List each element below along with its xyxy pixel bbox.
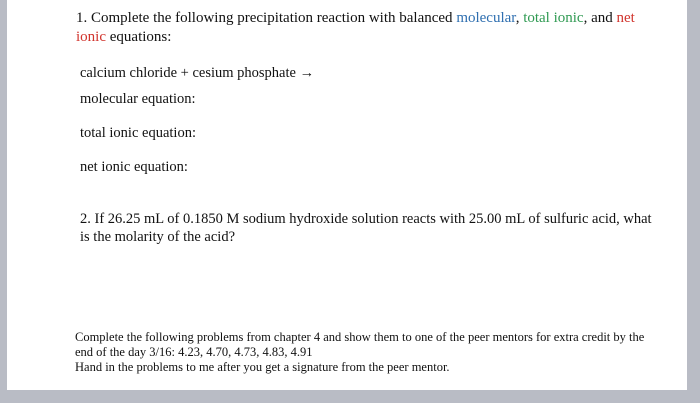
question-1-lead: 1. Complete the following precipitation reaction with balanced (76, 10, 457, 26)
net-term: net (616, 10, 635, 26)
document-page (7, 0, 687, 390)
separator-1: , (515, 10, 524, 26)
separator-2: , and (583, 10, 617, 26)
question-2-prompt: 2. If 26.25 mL of 0.1850 M sodium hydroxide solution reacts with 25.00 mL of sulfuric acid, what is the molarity of the acid? (80, 211, 652, 245)
molecular-equation-label: molecular equation: (80, 91, 196, 107)
extra-credit-note (75, 330, 665, 375)
molecular-term: molecular (456, 10, 516, 26)
net-ionic-equation-label: net ionic equation: (80, 159, 188, 175)
reaction-line: calcium chloride + cesium phosphate → (80, 65, 315, 81)
total-ionic-equation-label: total ionic equation: (80, 125, 196, 141)
total-ionic-term: total ionic (523, 10, 584, 26)
question-1-prompt (76, 9, 656, 47)
extra-credit-line-2: Hand in the problems to me after you get a signature from the peer mentor. (75, 360, 450, 374)
extra-credit-line-1: Complete the following problems from chapter 4 and show them to one of the peer mentors for extra credit by the end of the day 3/16: 4.23, 4.70, 4.73, 4.83, 4.91 (75, 330, 645, 359)
question-1-tail: equations: (106, 29, 172, 45)
ionic-term: ionic (76, 29, 106, 45)
